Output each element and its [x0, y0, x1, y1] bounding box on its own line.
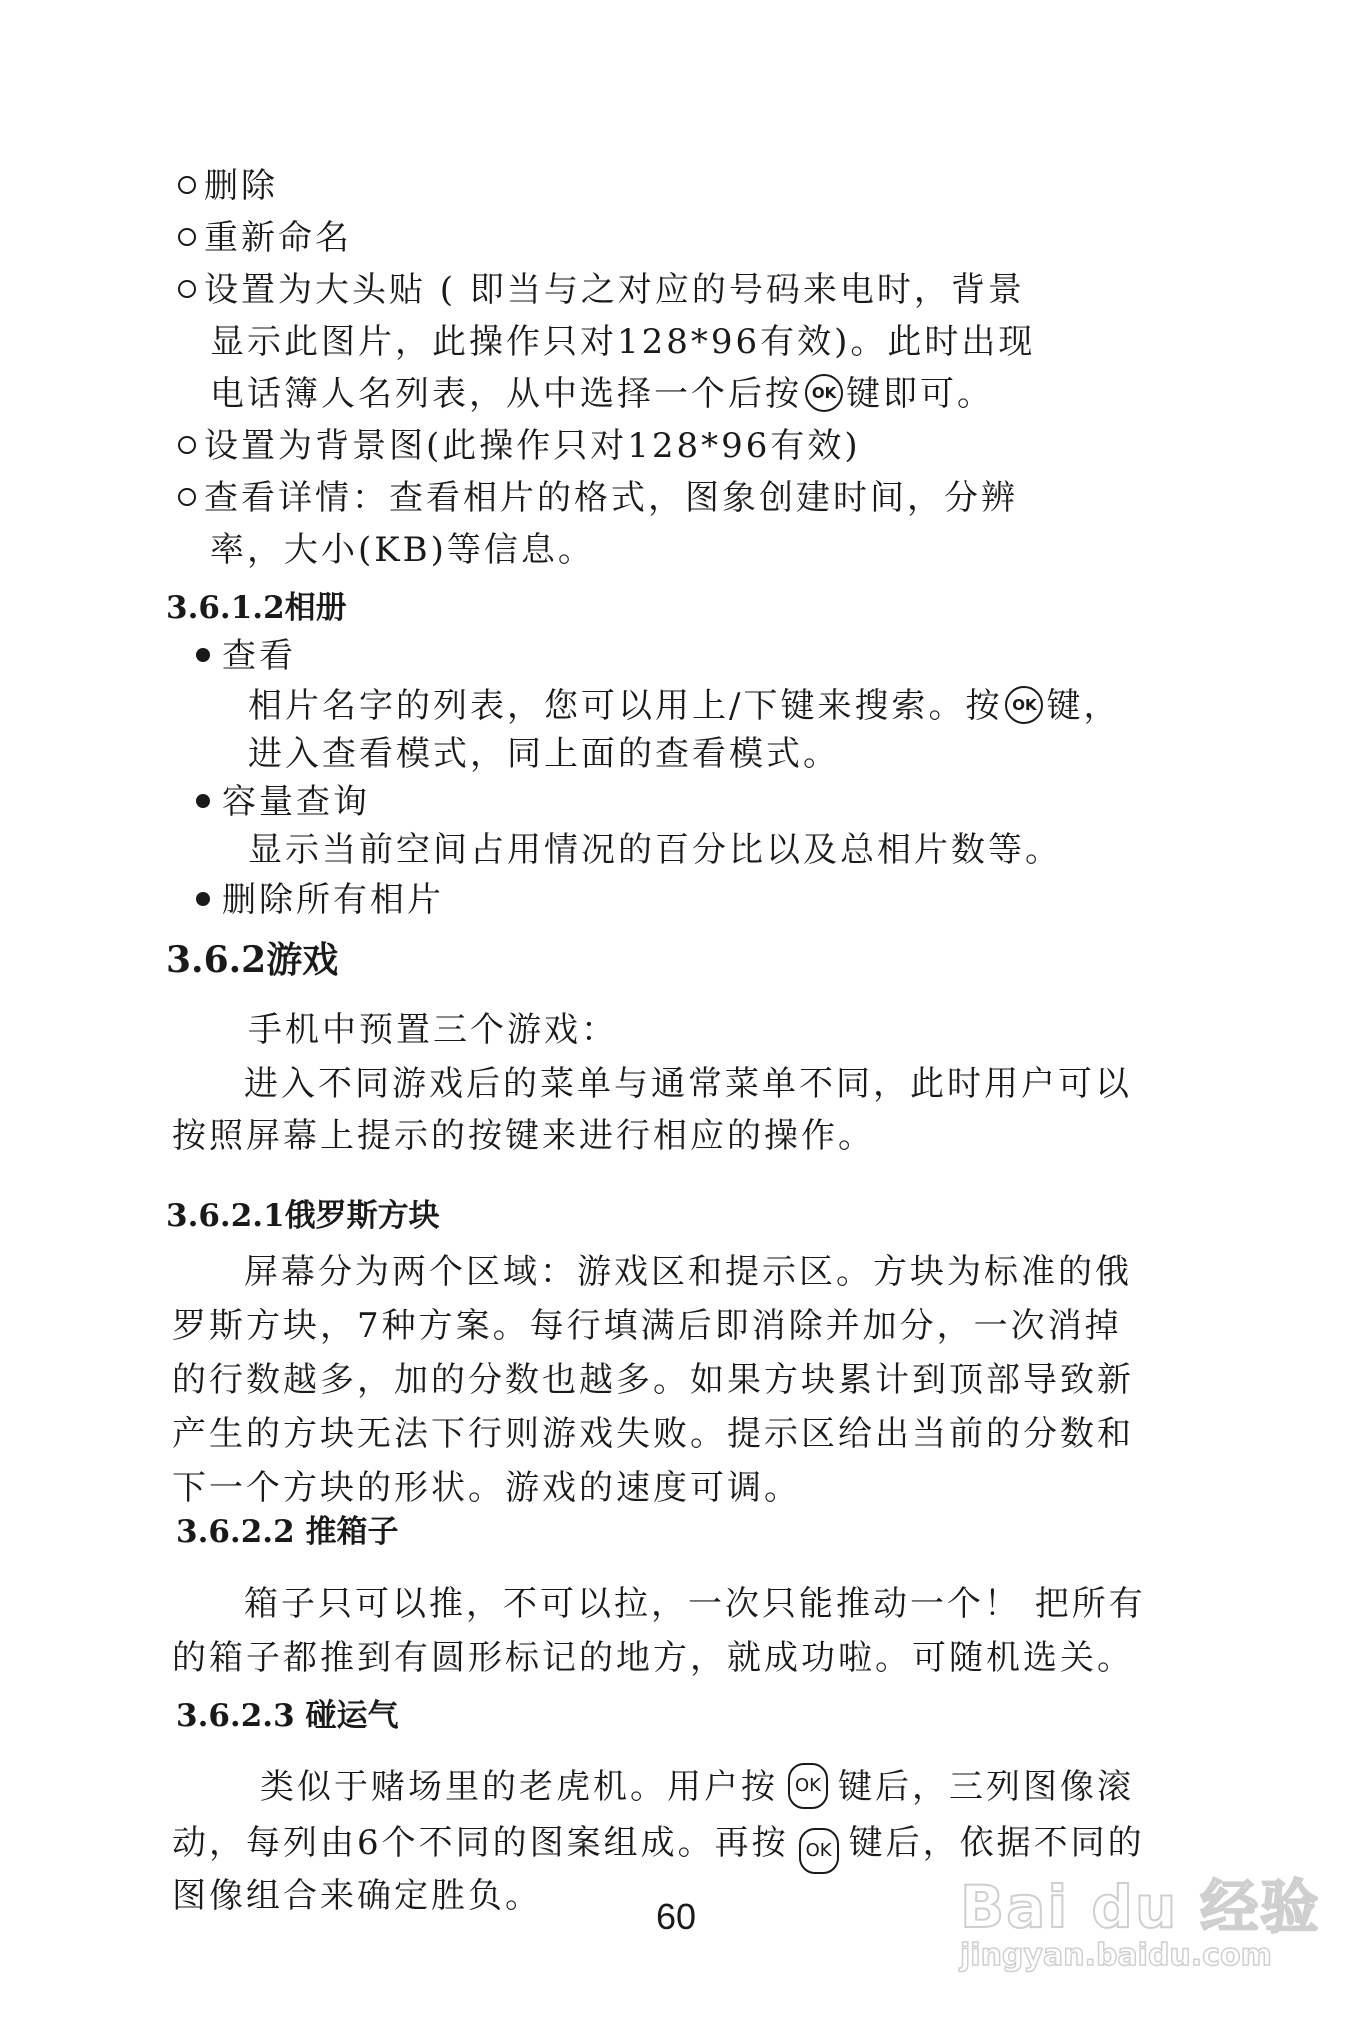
ok-key-icon: OK — [799, 1828, 839, 1874]
option-set-wallpaper: 设置为背景图(此操作只对128*96有效) — [178, 426, 861, 466]
section-heading-album: 3.6.1.2相册 — [166, 590, 347, 626]
option-set-caller-id-line2: 显示此图片，此操作只对128*96有效)。此时出现 — [210, 322, 1036, 362]
sokoban-line1: 箱子只可以推，不可以拉，一次只能推动一个！ 把所有 — [244, 1584, 1146, 1624]
album-item-delete-all: 删除所有相片 — [196, 880, 444, 920]
tetris-line2: 罗斯方块，7种方案。每行填满后即消除并加分，一次消掉 — [172, 1306, 1122, 1346]
games-paragraph-line2: 按照屏幕上提示的按键来进行相应的操作。 — [172, 1116, 875, 1156]
album-item-view: 查看 — [196, 636, 296, 676]
option-rename: 重新命名 — [178, 218, 352, 258]
album-item-capacity: 容量查询 — [196, 782, 370, 822]
ok-key-icon: OK — [1005, 686, 1043, 724]
hollow-bullet-icon — [178, 228, 196, 246]
option-set-caller-id-line3: 电话簿人名列表，从中选择一个后按 OK 键即可。 — [210, 374, 994, 414]
album-item-view-desc-line2: 进入查看模式，同上面的查看模式。 — [248, 734, 840, 774]
album-item-capacity-desc: 显示当前空间占用情况的百分比以及总相片数等。 — [248, 830, 1062, 870]
luck-line2: 动，每列由6个不同的图案组成。再按 OK 键后，依据不同的 — [172, 1822, 1145, 1868]
page-number: 60 — [656, 1896, 697, 1937]
baidu-jingyan-watermark — [960, 1860, 1320, 1973]
luck-line3: 图像组合来确定胜负。 — [172, 1876, 542, 1916]
luck-line1: 类似于赌场里的老虎机。用户按 OK 键后，三列图像滚 — [260, 1766, 1134, 1812]
tetris-line3: 的行数越多，加的分数也越多。如果方块累计到顶部导致新 — [172, 1360, 1134, 1400]
tetris-line1: 屏幕分为两个区域：游戏区和提示区。方块为标准的俄 — [244, 1252, 1132, 1292]
album-item-view-desc: 相片名字的列表，您可以用上/下键来搜索。按 OK 键， — [248, 686, 1121, 726]
option-set-caller-id: 设置为大头贴 ( 即当与之对应的号码来电时，背景 — [178, 270, 1025, 310]
option-delete: 删除 — [178, 166, 278, 206]
games-intro: 手机中预置三个游戏： — [248, 1010, 618, 1050]
bullet-icon — [196, 794, 210, 808]
ok-key-icon: OK — [788, 1763, 828, 1809]
bullet-icon — [196, 648, 210, 662]
games-paragraph-line1: 进入不同游戏后的菜单与通常菜单不同，此时用户可以 — [244, 1064, 1132, 1104]
ok-key-icon: OK — [805, 374, 843, 412]
section-heading-tetris: 3.6.2.1俄罗斯方块 — [166, 1198, 440, 1234]
bullet-icon — [196, 892, 210, 906]
hollow-bullet-icon — [178, 488, 196, 506]
option-view-details-line2: 率，大小(KB)等信息。 — [210, 530, 595, 570]
tetris-line4: 产生的方块无法下行则游戏失败。提示区给出当前的分数和 — [172, 1414, 1134, 1454]
hollow-bullet-icon — [178, 280, 196, 298]
hollow-bullet-icon — [178, 176, 196, 194]
tetris-line5: 下一个方块的形状。游戏的速度可调。 — [172, 1468, 801, 1508]
option-view-details: 查看详情：查看相片的格式，图象创建时间，分辨 — [178, 478, 1018, 518]
sokoban-line2: 的箱子都推到有圆形标记的地方，就成功啦。可随机选关。 — [172, 1638, 1134, 1678]
section-heading-sokoban: 3.6.2.2 推箱子 — [176, 1514, 399, 1550]
section-heading-games: 3.6.2游戏 — [166, 939, 339, 981]
section-heading-luck: 3.6.2.3 碰运气 — [176, 1698, 399, 1734]
hollow-bullet-icon — [178, 436, 196, 454]
watermark-url: jingyan.baidu.com — [960, 1938, 1272, 1973]
watermark-logo: Bai du 经验 — [960, 1873, 1321, 1941]
